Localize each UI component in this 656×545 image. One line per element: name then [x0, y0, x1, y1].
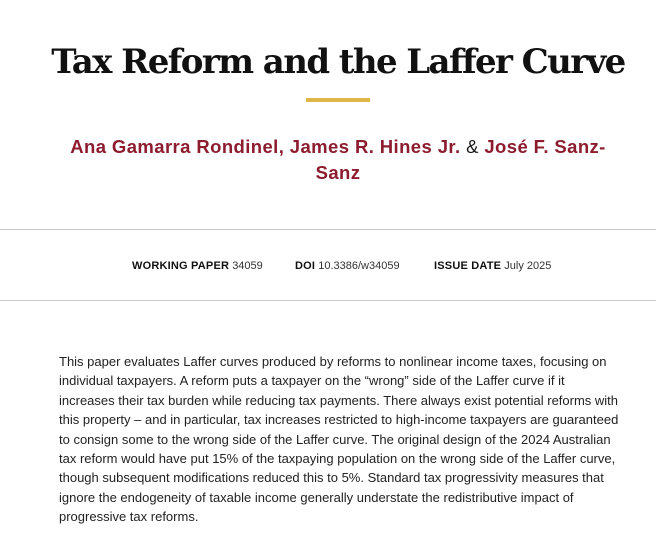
issue-date-label: ISSUE DATE: [434, 260, 502, 272]
author-name[interactable]: James R. Hines Jr.: [289, 136, 461, 157]
meta-bottom-divider: [0, 300, 656, 301]
meta-top-divider: [0, 229, 656, 230]
author-list: [70, 134, 606, 186]
issue-date-value: July 2025: [504, 260, 552, 272]
author-name[interactable]: José F. Sanz-Sanz: [315, 136, 606, 183]
doi-label: DOI: [295, 260, 316, 272]
working-paper-meta: [132, 259, 263, 273]
author-separator: ,: [278, 136, 285, 157]
author-name[interactable]: Ana Gamarra Rondinel: [70, 136, 279, 157]
doi-meta: [295, 259, 400, 273]
issue-date-meta: [434, 259, 551, 273]
abstract-text: This paper evaluates Laffer curves produced by reforms to nonlinear income taxes, focusing on individual taxpayers. A reform puts a taxpayer on the “wrong” side of the Laffer curve if it increases their tax burden while reducing tax payments. There always exist potential reforms with this property – and in particular, tax increases restricted to high-income taxpayers are guaranteed to consign some to the wrong side of the Laffer curve. The original design of the 2024 Australian tax reform would have put 15% of the taxpaying population on the wrong side of the Laffer curve, though subsequent modifications reduced this to 5%. Standard tax progressivity measures that ignore the endogeneity of taxable income generally understate the redistributive impact of progressive tax reforms.: [59, 354, 619, 525]
author-conjunction: &: [466, 136, 479, 157]
page-title: Tax Reform and the Laffer Curve: [51, 41, 625, 82]
doi-value[interactable]: 10.3386/w34059: [318, 260, 400, 272]
working-paper-number: 34059: [232, 260, 263, 272]
title-accent-divider: [306, 98, 370, 102]
working-paper-label: WORKING PAPER: [132, 260, 230, 272]
